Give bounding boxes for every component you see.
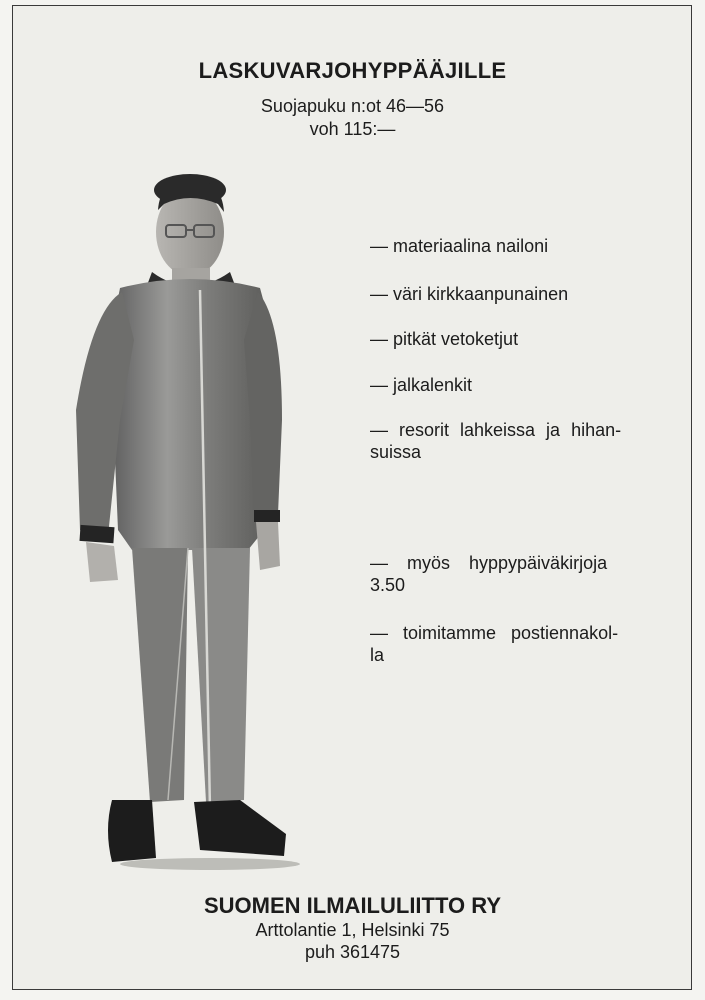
feature-item <box>370 235 682 257</box>
organization-name: SUOMEN ILMAILULIITTO RY <box>204 893 501 918</box>
feature-line: — materiaalina nailoni <box>370 236 549 256</box>
feature-line: — myös hyppypäiväkirjoja <box>370 553 608 573</box>
feature-item <box>370 374 682 396</box>
feature-item <box>370 328 682 350</box>
feature-item <box>370 283 682 305</box>
product-sizes: Suojapuku n:ot 46—56 <box>260 96 445 116</box>
feature-line: — jalkalenkit <box>370 375 473 395</box>
feature-line: — väri kirkkaanpunainen <box>370 284 569 304</box>
product-price: voh 115:— <box>309 119 396 139</box>
feature-item <box>370 622 682 666</box>
product-photo <box>60 170 300 870</box>
feature-line: 3.50 <box>370 575 406 595</box>
feature-line: — pitkät vetoketjut <box>370 329 519 349</box>
ad-title: LASKUVARJOHYPPÄÄJILLE <box>198 58 507 83</box>
feature-line: — toimitamme postiennakol- <box>370 623 619 643</box>
feature-item <box>370 552 682 596</box>
organization-phone: puh 361475 <box>304 942 401 962</box>
organization-address: Arttolantie 1, Helsinki 75 <box>255 920 450 940</box>
feature-item <box>370 419 682 463</box>
feature-line: — resorit lahkeissa ja hihan- <box>370 420 622 440</box>
feature-line: suissa <box>370 442 422 462</box>
feature-line: la <box>370 645 385 665</box>
